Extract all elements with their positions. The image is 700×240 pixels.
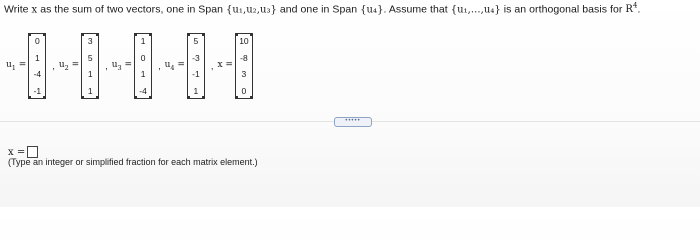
vector-x: [235, 33, 253, 99]
matrix-entry: 1: [87, 85, 93, 96]
matrix-entry: 1: [34, 52, 40, 63]
instructions-text: (Type an integer or simplified fraction for each matrix element.): [8, 157, 258, 167]
question-text: Write x as the sum of two vectors, one in Span {u₁,u₂,u₃} and one in Span {u₄}. Assume that {u₁,...,u₄} is an orthogonal basis for $R^4$.: [4, 2, 641, 16]
matrix-entry: 10: [239, 36, 249, 46]
more-button[interactable]: •••••: [334, 117, 372, 127]
matrix-entry: -4: [33, 69, 42, 80]
vector-u3: [134, 33, 152, 99]
answer-label: x =: [8, 146, 26, 158]
vector-label-u3: $u_3$ =: [111, 60, 133, 72]
vector-label-x: x =: [217, 60, 233, 71]
vector-label-u2: $u_2$ =: [58, 60, 80, 72]
matrix-entry: 0: [34, 36, 40, 46]
matrix-entry: -8: [240, 52, 248, 63]
separator: ,: [52, 61, 55, 71]
matrix-entry: -1: [192, 69, 200, 80]
separator: ,: [105, 61, 108, 71]
matrix-entry: -1: [33, 85, 42, 96]
matrix-entry: 0: [140, 52, 146, 63]
vector-u2: [81, 33, 99, 99]
matrix-entry: 5: [87, 52, 93, 63]
matrix-entry: 1: [193, 85, 199, 96]
matrix-entry: 1: [140, 69, 146, 80]
matrix-entry: 1: [140, 36, 146, 46]
vector-label-u4: $u_4$ =: [164, 60, 185, 72]
matrix-entry: 3: [241, 69, 247, 80]
matrix-entry: 0: [241, 85, 247, 96]
matrix-entry: -4: [139, 85, 147, 96]
matrix-entry: 5: [193, 36, 199, 46]
matrix-entry: -3: [192, 52, 200, 63]
vector-u1: [28, 33, 46, 99]
matrix-entry: 3: [87, 36, 93, 46]
separator: ,: [210, 61, 214, 71]
vectors-row: [6, 31, 255, 101]
matrix-entry: 1: [87, 69, 93, 80]
vector-u4: [187, 33, 205, 99]
vector-label-u1: $u_1$ =: [6, 60, 27, 72]
separator: ,: [158, 61, 161, 71]
